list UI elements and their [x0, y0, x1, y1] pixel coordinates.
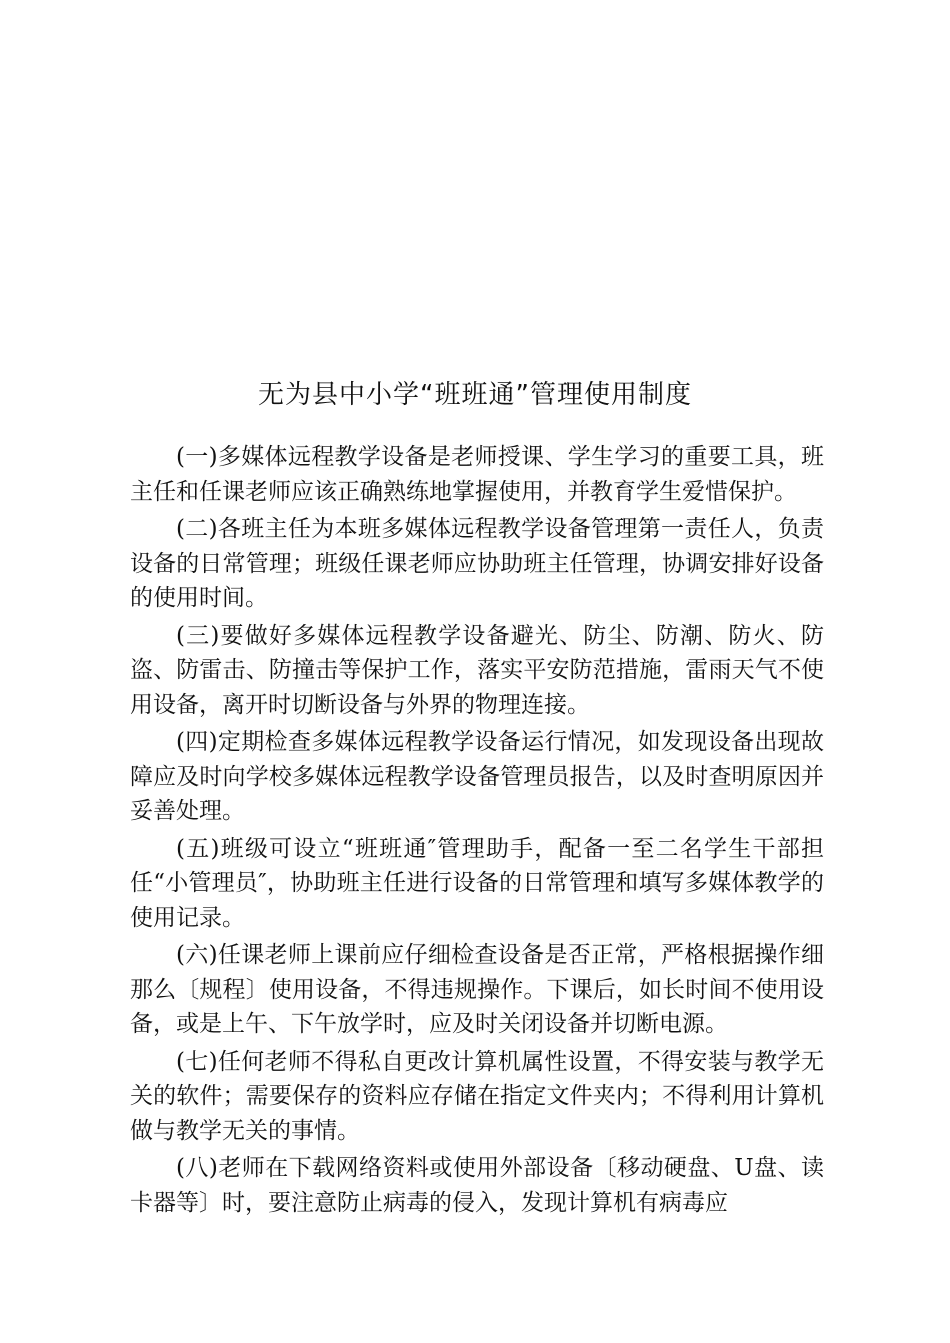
paragraph-3: (三)要做好多媒体远程教学设备避光、防尘、防潮、防火、防盗、防雷击、防撞击等保护工作，落实平安防范措施，雷雨天气不使用设备，离开时切断设备与外界的物理连接。	[130, 622, 824, 718]
paragraph-1: (一)多媒体远程教学设备是老师授课、学生学习的重要工具，班主任和任课老师应该正确熟练地掌握使用，并教育学生爱惜保护。	[130, 444, 824, 505]
document-body	[130, 440, 824, 1223]
paragraph-6: (六)任课老师上课前应仔细检查设备是否正常，严格根据操作细那么〔规程〕使用设备，不得违规操作。下课后，如长时间不使用设备，或是上午、下午放学时，应及时关闭设备并切断电源。	[130, 942, 824, 1037]
paragraph-4: (四)定期检查多媒体远程教学设备运行情况，如发现设备出现故障应及时向学校多媒体远程教学设备管理员报告，以及时查明原因并妥善处理。	[130, 729, 824, 824]
paragraph-5: (五)班级可设立“班班通″管理助手，配备一至二名学生干部担任“小管理员″，协助班主任进行设备的日常管理和填写多媒体教学的使用记录。	[130, 835, 824, 931]
paragraph-2: (二)各班主任为本班多媒体远程教学设备管理第一责任人，负责设备的日常管理；班级任课老师应协助班主任管理，协调安排好设备的使用时间。	[130, 516, 824, 611]
paragraph-7: (七)任何老师不得私自更改计算机属性设置，不得安装与教学无关的软件；需要保存的资料应存储在指定文件夹内；不得利用计算机做与教学无关的事情。	[130, 1048, 824, 1144]
document-title: 无为县中小学“班班通”管理使用制度	[258, 380, 692, 410]
paragraph-8: (八)老师在下载网络资料或使用外部设备〔移动硬盘、U盘、读卡器等〕时，要注意防止病毒的侵入，发现计算机有病毒应	[130, 1155, 824, 1216]
